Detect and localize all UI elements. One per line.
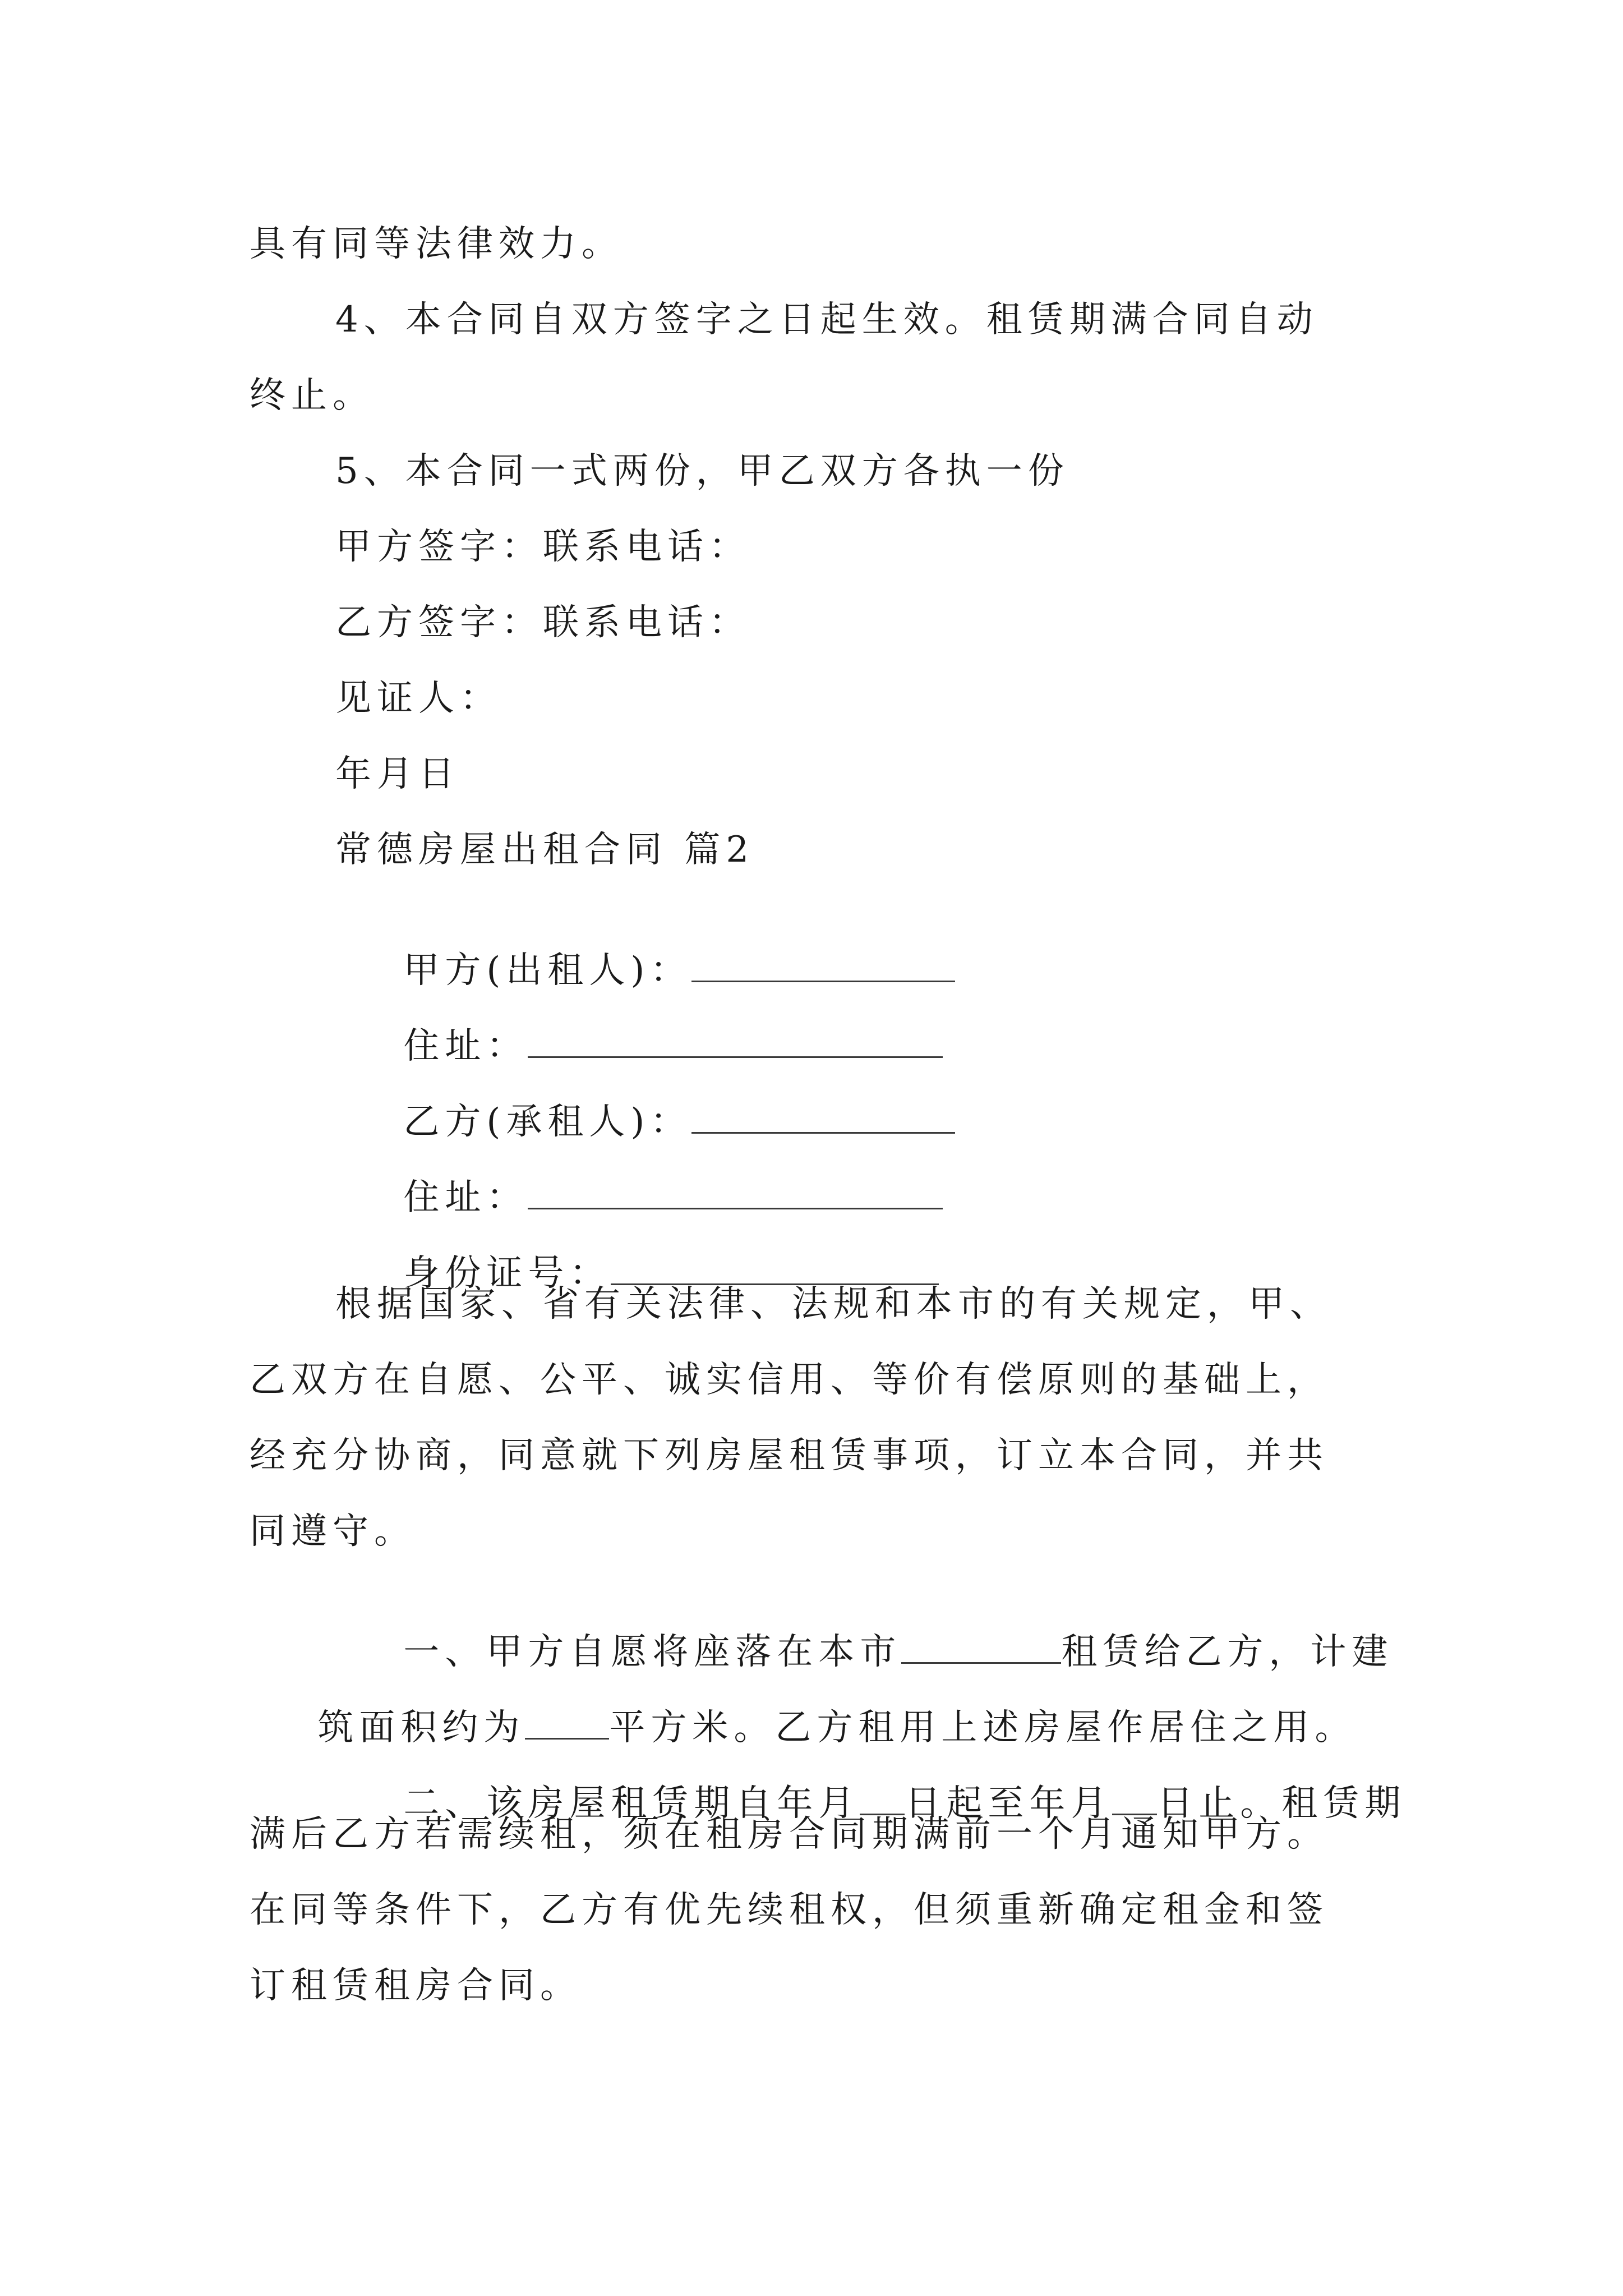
lessor-address-field	[335, 979, 943, 1067]
witness-line: 见证人：	[335, 678, 501, 719]
article-2-line-4: 订租赁租房合同。	[250, 1965, 582, 2007]
party-b-signature: 乙方签字：联系电话：	[335, 602, 750, 643]
article-2-line-1	[335, 1736, 1407, 1824]
article-1-text-d: 平方米。乙方租用上述房屋作居住之用。	[609, 1707, 1357, 1749]
end-day-blank	[1112, 1784, 1157, 1815]
lessor-blank	[691, 951, 955, 982]
article-1-text-c: 筑面积约为	[317, 1707, 525, 1749]
clause-5: 5、本合同一式两份，甲乙双方各执一份	[335, 450, 1069, 492]
address-label: 住址：	[403, 1025, 528, 1067]
address-label: 住址：	[403, 1177, 528, 1218]
party-a-signature: 甲方签字：联系电话：	[335, 526, 750, 568]
article-2-text-c: 日止。租赁期	[1157, 1783, 1407, 1824]
start-day-blank	[860, 1784, 905, 1815]
preamble-line-1: 根据国家、省有关法律、法规和本市的有关规定，甲、	[335, 1283, 1331, 1325]
id-number-blank	[611, 1254, 939, 1285]
preamble-line-4: 同遵守。	[250, 1511, 416, 1552]
lessor-label: 甲方(出租人)：	[403, 950, 692, 991]
date-line: 年月日	[335, 753, 460, 795]
article-1-line-2	[250, 1660, 1357, 1749]
location-blank	[901, 1633, 1061, 1664]
article-2-text-a: 二、该房屋租赁期自年月	[403, 1783, 860, 1824]
lessee-address-blank	[528, 1179, 943, 1209]
preamble-line-3: 经充分协商，同意就下列房屋租赁事项，订立本合同，并共	[250, 1435, 1329, 1476]
article-1-text-a: 一、甲方自愿将座落在本市	[403, 1631, 902, 1673]
article-2-line-3: 在同等条件下，乙方有优先续租权，但须重新确定租金和签	[250, 1889, 1329, 1931]
lessee-address-field	[335, 1130, 943, 1218]
text-line: 具有同等法律效力。	[250, 223, 623, 265]
clause-4-line-1: 4、本合同自双方签字之日起生效。租赁期满合同自动	[335, 299, 1318, 341]
id-number-field	[335, 1206, 939, 1294]
lessee-field	[335, 1055, 955, 1143]
lessee-label: 乙方(承租人)：	[403, 1101, 692, 1143]
article-1-text-b: 租赁给乙方，计建	[1061, 1631, 1394, 1673]
clause-4-line-2: 终止。	[250, 375, 374, 416]
article-2-line-2: 满后乙方若需续租，须在租房合同期满前一个月通知甲方。	[250, 1814, 1329, 1855]
area-blank	[525, 1709, 609, 1740]
id-number-label: 身份证号：	[403, 1253, 611, 1294]
lessor-address-blank	[528, 1027, 943, 1058]
preamble-line-2: 乙双方在自愿、公平、诚实信用、等价有偿原则的基础上，	[250, 1359, 1329, 1401]
article-1-line-1	[335, 1585, 1394, 1673]
lessee-blank	[691, 1103, 955, 1134]
section-heading: 常德房屋出租合同 篇2	[335, 829, 755, 871]
lessor-field	[335, 903, 955, 991]
article-2-text-b: 日起至年月	[905, 1783, 1113, 1824]
